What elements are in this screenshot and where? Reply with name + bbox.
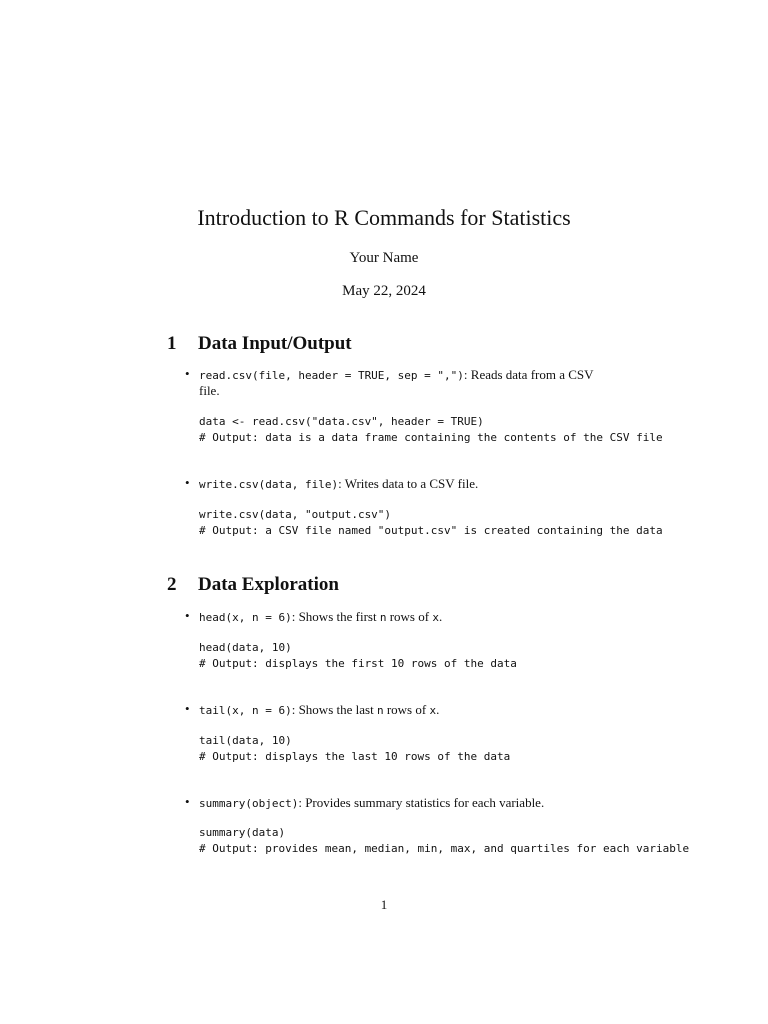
section-heading-data-input-output (167, 333, 352, 355)
list-item-tail (185, 701, 719, 718)
bullet-icon: • (185, 608, 190, 623)
description-continuation: file. (199, 383, 220, 398)
code-line: # Output: displays the last 10 rows of the data (199, 750, 511, 763)
inline-code: x (432, 611, 439, 624)
code-line: # Output: a CSV file named "output.csv" is created containing the data (199, 524, 663, 537)
code-line: write.csv(data, "output.csv") (199, 508, 392, 521)
list-item-write-csv (185, 475, 719, 492)
page-number: 1 (380, 897, 388, 912)
command-read-csv: read.csv(file, header = TRUE, sep = ",") (199, 369, 464, 382)
section-heading-data-exploration (167, 574, 339, 596)
bullet-icon: • (185, 475, 190, 490)
command-tail: tail(x, n = 6) (199, 704, 292, 717)
description-write-csv: : Writes data to a CSV file. (338, 476, 479, 491)
section-title: Data Input/Output (198, 333, 352, 354)
code-line: head(data, 10) (199, 641, 292, 654)
command-summary: summary(object) (199, 797, 299, 810)
code-line: # Output: displays the first 10 rows of the data (199, 657, 517, 670)
document-author: Your Name (349, 250, 419, 266)
bullet-icon: • (185, 366, 190, 381)
code-line: data <- read.csv("data.csv", header = TRUE) (199, 415, 484, 428)
description-text: . (436, 702, 440, 717)
section-number: 1 (167, 333, 177, 354)
description-read-csv: : Reads data from a CSV (463, 367, 594, 382)
description-text: : Shows the first (291, 609, 380, 624)
code-line: tail(data, 10) (199, 734, 292, 747)
inline-code: n (376, 704, 384, 717)
document-title: Introduction to R Commands for Statistics (197, 205, 571, 230)
command-write-csv: write.csv(data, file) (199, 478, 339, 491)
document-date: May 22, 2024 (342, 283, 426, 299)
description-text: : Shows the last (291, 702, 377, 717)
list-item-summary (185, 794, 719, 811)
command-head: head(x, n = 6) (199, 611, 292, 624)
section-number: 2 (167, 574, 177, 595)
bullet-icon: • (185, 701, 190, 716)
list-item-head (185, 608, 719, 625)
description-text: . (438, 609, 443, 624)
description-text: rows of (383, 702, 430, 717)
inline-code: x (429, 704, 437, 717)
code-line: summary(data) (199, 826, 286, 839)
inline-code: n (379, 611, 387, 624)
bullet-icon: • (185, 794, 190, 809)
section-title: Data Exploration (198, 574, 339, 595)
description-text: rows of (386, 609, 433, 624)
description-summary: : Provides summary statistics for each variable. (298, 795, 545, 810)
code-line: # Output: data is a data frame containing the contents of the CSV file (199, 431, 663, 444)
list-item-read-csv (185, 366, 719, 398)
code-line: # Output: provides mean, median, min, max, and quartiles for each variable (199, 842, 690, 855)
